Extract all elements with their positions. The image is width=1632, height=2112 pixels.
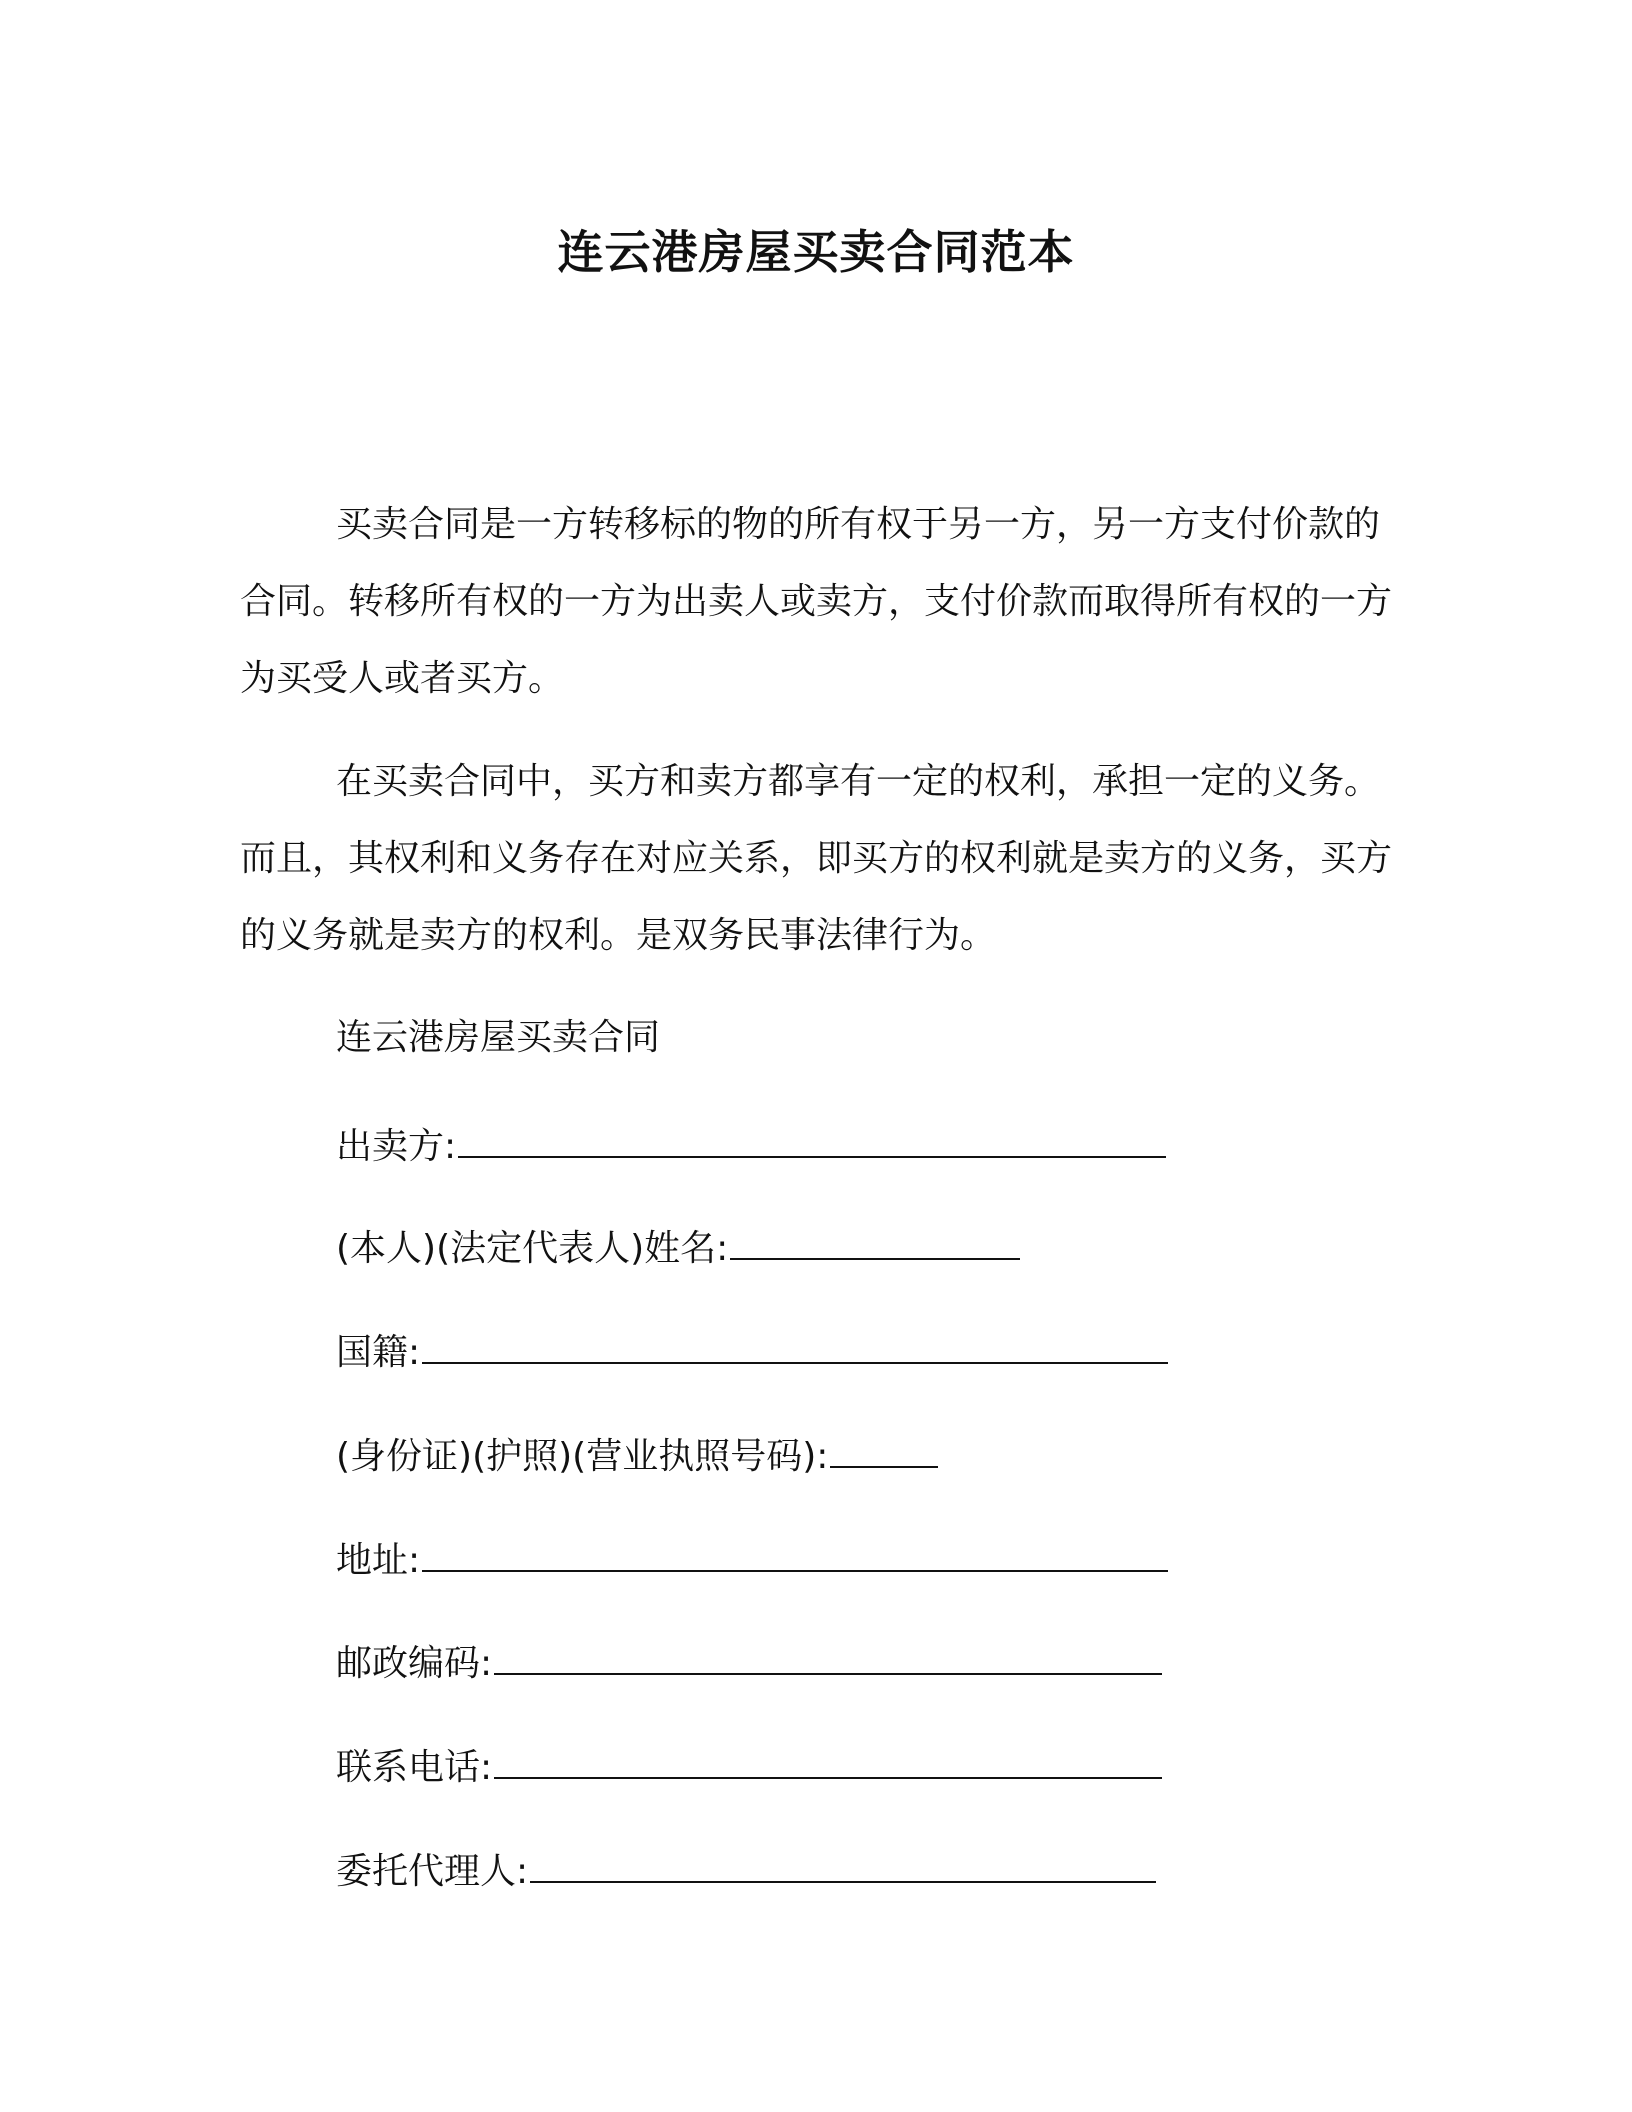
postcode-blank-line [494,1637,1162,1675]
id-label: (身份证)(护照)(营业执照号码): [336,1436,829,1477]
name-field [336,1222,1020,1274]
address-label: 地址: [336,1540,421,1581]
address-field [336,1534,1168,1586]
agent-label: 委托代理人: [336,1851,529,1892]
contract-subtitle: 连云港房屋买卖合同 [336,1017,661,1058]
nationality-blank-line [422,1326,1168,1364]
address-blank-line [422,1534,1168,1572]
phone-blank-line [494,1741,1162,1779]
agent-blank-line [530,1845,1156,1883]
agent-field [336,1845,1156,1897]
id-field [336,1430,938,1482]
id-blank-line [830,1430,938,1468]
intro-paragraph-2: 在买卖合同中，买方和卖方都享有一定的权利，承担一定的义务。而且，其权利和义务存在对应关系，即买方的权利就是卖方的义务，买方的义务就是卖方的权利。是双务民事法律行为。 [240,761,1393,956]
nationality-label: 国籍: [336,1332,421,1373]
name-blank-line [730,1222,1020,1260]
intro-paragraph-1: 买卖合同是一方转移标的物的所有权于另一方，另一方支付价款的合同。转移所有权的一方为出卖人或卖方，支付价款而取得所有权的一方为买受人或者买方。 [240,504,1393,699]
seller-field [336,1120,1166,1172]
postcode-label: 邮政编码: [336,1643,493,1684]
nationality-field [336,1326,1168,1378]
document-title: 连云港房屋买卖合同范本 [557,225,1075,279]
postcode-field [336,1637,1162,1689]
seller-blank-line [458,1120,1166,1158]
seller-label: 出卖方: [336,1126,457,1167]
phone-label: 联系电话: [336,1747,493,1788]
name-label: (本人)(法定代表人)姓名: [336,1228,729,1269]
phone-field [336,1741,1162,1793]
